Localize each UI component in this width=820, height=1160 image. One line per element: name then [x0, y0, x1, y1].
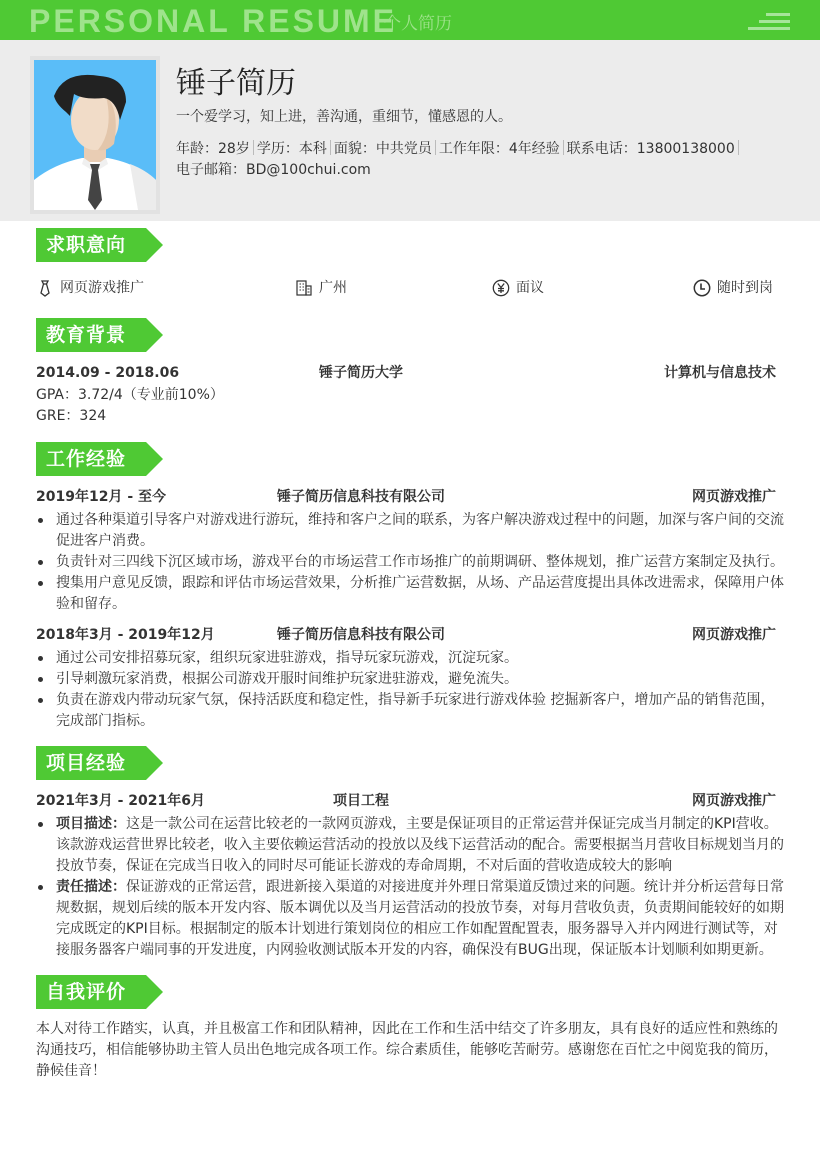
info-education: 学历：本科	[256, 141, 327, 157]
list-item: 负责在游戏内带动玩家气氛，保持活跃度和稳定性，指导新手玩家进行游戏体验 挖掘新客户，增加产品的销售范围，完成部门指标。	[36, 690, 788, 732]
section-heading-project	[36, 746, 163, 780]
divider	[435, 140, 436, 155]
candidate-name: 锤子简历	[176, 66, 296, 101]
bullet-label: 项目描述：	[56, 816, 126, 832]
section-heading-intent	[36, 228, 163, 262]
banner-title-cn: 个人简历	[384, 14, 452, 34]
intent-label: 随时到岗	[717, 280, 773, 296]
self-evaluation-text: 本人对待工作踏实，认真，并且极富工作和团队精神，因此在工作和生活中结交了许多朋友，具有良好的适应性和熟练的沟通技巧，相信能够协助主管人员出色地完成各项工作。综合素质佳，能够吃苦耐劳。感谢您在百忙之中阅览我的简历，静候佳音！	[36, 1021, 778, 1079]
bullet-text: 这是一款公司在运营比较老的一款网页游戏，主要是保证项目的正常运营并保证完成当月制定的KPI营收。该款游戏运营世界比较老，收入主要依赖运营活动的投放以及线下运营活动的配合。需要根据当月营收目标规划当月的投放节奏，保证在完成当日收入的同时尽可能证长游戏的寿命周期，不对后面的营收造成较大的影响	[56, 816, 784, 874]
avatar-photo	[34, 60, 156, 210]
intent-label: 广州	[319, 280, 347, 296]
candidate-motto: 一个爱学习，知上进，善沟通，重细节，懂感恩的人。	[176, 109, 512, 125]
divider	[253, 140, 254, 155]
intent-position	[36, 278, 144, 298]
job-role: 网页游戏推广	[692, 489, 776, 505]
job-row	[36, 625, 776, 645]
section-title: 求职意向	[46, 234, 127, 256]
job-company: 锤子简历信息科技有限公司	[277, 627, 445, 643]
section-heading-education	[36, 318, 163, 352]
tie-icon	[36, 279, 54, 297]
education-gpa: GPA：3.72/4（专业前10%）	[36, 387, 224, 403]
job-bullets	[36, 510, 788, 615]
intent-city	[295, 278, 347, 298]
bullet-label: 责任描述：	[56, 879, 126, 895]
intent-label: 面议	[516, 280, 544, 296]
section-title: 工作经验	[46, 448, 127, 470]
project-name: 项目工程	[333, 793, 389, 809]
candidate-info	[176, 139, 766, 181]
job-period: 2018年3月 - 2019年12月	[36, 627, 215, 643]
section-title: 自我评价	[46, 981, 127, 1003]
list-item: 搜集用户意见反馈，跟踪和评估市场运营效果，分析推广运营数据，从场、产品运营度提出具体改进需求，保障用户体验和留存。	[36, 573, 788, 615]
list-item: 负责针对三四线下沉区域市场，游戏平台的市场运营工作市场推广的前期调研、整体规划，推广运营方案制定及执行。	[36, 552, 788, 573]
intent-label: 网页游戏推广	[60, 280, 144, 296]
section-title: 项目经验	[46, 752, 127, 774]
job-period: 2019年12月 - 至今	[36, 489, 167, 505]
bullet-text: 保证游戏的正常运营，跟进新接入渠道的对接进度并外理日常渠道反馈过来的问题。统计并分析运营每日常规数据，规划后续的版本开发内容、版本调优以及当月运营活动的投放节奏，对每月营收负责，负责期间能较好的如期完成既定的KPI目标。根据制定的版本计划进行策划岗位的相应工作如配置配置表，服务器导入并内网进行测试等，对接服务器客户端同事的开发进度，内网验收测试版本开发的内容，确保没有BUG出现，保证版本计划顺利如期更新。	[56, 879, 784, 958]
divider	[738, 140, 739, 155]
person-avatar-icon	[34, 60, 156, 210]
education-major: 计算机与信息技术	[664, 365, 776, 381]
section-heading-work	[36, 442, 163, 476]
top-banner	[0, 0, 820, 40]
avatar	[30, 56, 160, 214]
job-company: 锤子简历信息科技有限公司	[277, 489, 445, 505]
info-phone: 联系电话：13800138000	[566, 141, 735, 157]
project-period: 2021年3月 - 2021年6月	[36, 793, 205, 809]
profile-section	[0, 40, 820, 221]
list-item	[36, 877, 788, 961]
job-role: 网页游戏推广	[692, 627, 776, 643]
building-icon	[295, 279, 313, 297]
project-row	[36, 791, 776, 811]
intent-salary	[492, 278, 544, 298]
divider	[330, 140, 331, 155]
education-period: 2014.09 - 2018.06	[36, 365, 180, 381]
job-row	[36, 487, 776, 507]
project-bullets	[36, 814, 788, 961]
education-school: 锤子简历大学	[319, 365, 403, 381]
clock-icon	[693, 279, 711, 297]
list-item: 通过各种渠道引导客户对游戏进行游玩，维持和客户之间的联系，为客户解决游戏过程中的问题，加深与客户间的交流促进客户消费。	[36, 510, 788, 552]
divider	[563, 140, 564, 155]
info-experience: 工作年限：4年经验	[438, 141, 560, 157]
hamburger-menu-icon[interactable]	[746, 13, 790, 31]
job-bullets	[36, 648, 788, 732]
list-item	[36, 814, 788, 877]
banner-title-en: PERSONAL RESUME	[29, 3, 398, 39]
job-intent-row	[36, 278, 776, 300]
list-item: 引导刺激玩家消费，根据公司游戏开服时间维护玩家进驻游戏，避免流失。	[36, 669, 788, 690]
yen-icon	[492, 279, 510, 297]
project-role: 网页游戏推广	[692, 793, 776, 809]
list-item: 通过公司安排招募玩家，组织玩家进驻游戏，指导玩家玩游戏，沉淀玩家。	[36, 648, 788, 669]
info-age: 年龄：28岁	[176, 141, 250, 157]
section-heading-self	[36, 975, 163, 1009]
info-political: 面貌：中共党员	[333, 141, 432, 157]
section-title: 教育背景	[46, 324, 127, 346]
intent-availability	[693, 278, 773, 298]
education-gre: GRE：324	[36, 408, 107, 424]
education-row	[36, 363, 776, 383]
info-email: 电子邮箱：BD@100chui.com	[176, 162, 371, 178]
